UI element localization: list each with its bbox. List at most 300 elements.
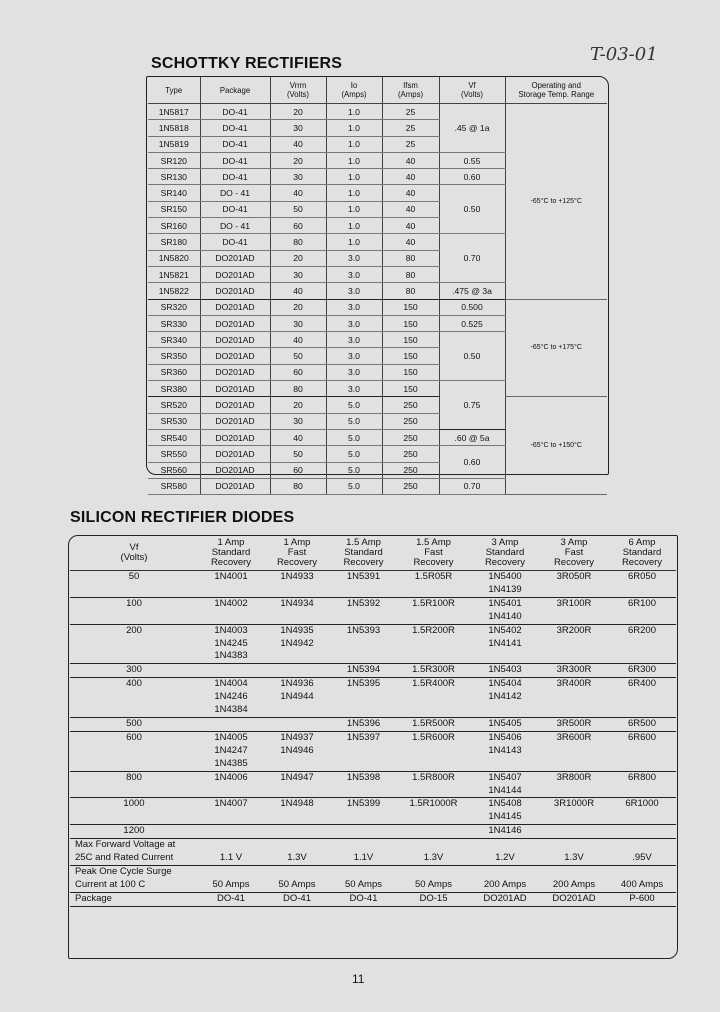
- part-cell: 1N5400: [488, 571, 522, 582]
- part-cell: 1N4948: [280, 798, 314, 810]
- schottky-cell: 1N5822: [148, 283, 200, 299]
- schottky-cell: SR520: [148, 397, 200, 413]
- voltage-cell: [70, 584, 198, 597]
- schottky-cell: SR580: [148, 478, 200, 494]
- schottky-cell: 3.0: [326, 315, 382, 331]
- schottky-cell: 80: [270, 381, 326, 397]
- part-cell: [330, 811, 397, 824]
- schottky-cell: 50: [270, 446, 326, 462]
- silicon-row: [70, 650, 676, 663]
- schottky-cell: DO-41: [200, 201, 270, 217]
- surge-value: 50 Amps: [264, 879, 330, 892]
- part-cell: 1N4007: [214, 798, 248, 810]
- silicon-row: [70, 798, 676, 811]
- part-cell: 1N4004: [214, 678, 248, 690]
- part-cell: 1N5395: [346, 678, 381, 690]
- schottky-cell: SR540: [148, 429, 200, 445]
- schottky-cell: SR350: [148, 348, 200, 364]
- schottky-cell: 1.0: [326, 218, 382, 234]
- schottky-cell: 150: [382, 299, 439, 315]
- part-cell: 6R600: [628, 731, 656, 743]
- schottky-cell: SR380: [148, 381, 200, 397]
- part-cell: [540, 825, 608, 839]
- part-cell: 1N4246: [214, 691, 248, 703]
- schottky-cell: 20: [270, 250, 326, 266]
- voltage-cell: 50: [128, 571, 140, 582]
- silicon-row: [70, 638, 676, 651]
- schottky-vf-cell: .60 @ 5a: [439, 429, 505, 445]
- schottky-cell: 30: [270, 315, 326, 331]
- schottky-cell: DO201AD: [200, 364, 270, 380]
- schottky-row: [148, 397, 607, 413]
- part-cell: 1N4245: [214, 637, 248, 649]
- part-cell: 1.5R400R: [412, 678, 455, 690]
- surge-value: [540, 865, 608, 878]
- part-cell: 1N5401: [488, 597, 522, 609]
- max_fwd-value: 1.1 V: [198, 852, 264, 865]
- silicon-row: [70, 704, 676, 717]
- schottky-cell: 150: [382, 348, 439, 364]
- part-cell: 1N5392: [346, 597, 381, 609]
- part-cell: 1N5397: [346, 731, 381, 743]
- surge-value: 400 Amps: [608, 879, 676, 892]
- schottky-cell: SR340: [148, 332, 200, 348]
- surge-value: [397, 865, 470, 878]
- part-cell: 6R400: [628, 678, 656, 690]
- schottky-cell: 5.0: [326, 429, 382, 445]
- package-value: DO-41: [330, 892, 397, 906]
- silicon-table: [70, 536, 676, 907]
- part-cell: [264, 704, 330, 717]
- part-cell: 1N5399: [346, 798, 381, 810]
- schottky-cell: 250: [382, 429, 439, 445]
- schottky-cell: 40: [382, 234, 439, 250]
- part-cell: 1.5R500R: [397, 717, 470, 731]
- schottky-row: [148, 104, 607, 120]
- surge-value: 50 Amps: [198, 879, 264, 892]
- voltage-cell: 1000: [123, 798, 145, 810]
- package-value: DO201AD: [470, 892, 540, 906]
- part-cell: 1N4934: [280, 597, 314, 609]
- schottky-vf-cell: 0.525: [439, 315, 505, 331]
- max_fwd-value: [397, 839, 470, 852]
- schottky-header-cell: Io (Amps): [326, 77, 382, 104]
- voltage-cell: 600: [126, 731, 142, 743]
- schottky-cell: DO201AD: [200, 462, 270, 478]
- part-cell: 1N5405: [470, 717, 540, 731]
- schottky-cell: 20: [270, 104, 326, 120]
- max_fwd-value: 1.1V: [330, 852, 397, 865]
- surge-value: [198, 865, 264, 878]
- schottky-cell: 5.0: [326, 397, 382, 413]
- schottky-cell: 1.0: [326, 136, 382, 152]
- surge-value: [264, 865, 330, 878]
- part-cell: [198, 611, 264, 624]
- max_fwd-value: 1.3V: [397, 852, 470, 865]
- part-cell: [198, 584, 264, 597]
- part-cell: 1N4946: [280, 744, 314, 756]
- part-cell: [330, 650, 397, 663]
- part-cell: 3R200R: [556, 624, 592, 636]
- part-cell: 1N4937: [280, 731, 314, 743]
- part-cell: [264, 611, 330, 624]
- part-cell: [330, 758, 397, 771]
- package-value: DO-15: [397, 892, 470, 906]
- part-cell: 1N4003: [214, 624, 248, 636]
- part-cell: 1N4005: [214, 731, 248, 743]
- max_fwd-value: [470, 839, 540, 852]
- part-cell: [540, 785, 608, 798]
- part-cell: 1N4139: [470, 584, 540, 597]
- schottky-cell: 3.0: [326, 381, 382, 397]
- part-cell: 1.5R1000R: [409, 798, 458, 810]
- schottky-vf-cell: 0.50: [439, 332, 505, 381]
- schottky-header-cell: Vf (Volts): [439, 77, 505, 104]
- schottky-cell: 40: [270, 136, 326, 152]
- page-number: 11: [352, 972, 365, 986]
- schottky-cell: 25: [382, 136, 439, 152]
- schottky-cell: 40: [270, 332, 326, 348]
- schottky-cell: 150: [382, 315, 439, 331]
- part-cell: [397, 758, 470, 771]
- part-cell: [470, 650, 540, 663]
- silicon-row: [70, 745, 676, 758]
- part-cell: 6R800: [628, 771, 656, 783]
- part-cell: [540, 758, 608, 771]
- max_fwd-value: .95V: [608, 852, 676, 865]
- silicon-row: [70, 664, 676, 678]
- part-cell: 1N4144: [470, 785, 540, 798]
- part-cell: 1N4006: [214, 771, 248, 783]
- part-cell: 3R800R: [556, 771, 592, 783]
- schottky-cell: 40: [270, 283, 326, 299]
- part-cell: 3R1000R: [553, 798, 595, 810]
- schottky-cell: 60: [270, 218, 326, 234]
- schottky-vf-cell: 0.500: [439, 299, 505, 315]
- schottky-cell: 3.0: [326, 266, 382, 282]
- silicon-row: [70, 785, 676, 798]
- part-cell: 1N4383: [198, 650, 264, 663]
- silicon-row: [70, 717, 676, 731]
- voltage-cell: [70, 785, 198, 798]
- part-cell: [470, 758, 540, 771]
- part-cell: 3R400R: [556, 678, 592, 690]
- silicon-spec-row: [70, 852, 676, 865]
- part-cell: 1N4936: [280, 678, 314, 690]
- part-cell: 1.5R100R: [412, 597, 455, 609]
- schottky-cell: 20: [270, 152, 326, 168]
- schottky-cell: DO201AD: [200, 397, 270, 413]
- part-cell: 1N5407: [488, 771, 522, 783]
- part-cell: 1N4935: [280, 624, 314, 636]
- voltage-cell: 800: [126, 771, 142, 783]
- schottky-header-cell: Package: [200, 77, 270, 104]
- schottky-cell: SR120: [148, 152, 200, 168]
- schottky-cell: 3.0: [326, 299, 382, 315]
- schottky-cell: 40: [382, 218, 439, 234]
- schottky-cell: 250: [382, 397, 439, 413]
- part-cell: [198, 664, 264, 678]
- part-cell: [264, 785, 330, 798]
- schottky-cell: DO201AD: [200, 250, 270, 266]
- part-cell: 1N4942: [280, 637, 314, 649]
- part-cell: [540, 811, 608, 824]
- part-cell: [397, 650, 470, 663]
- silicon-header-cell: 1 Amp Standard Recovery: [198, 536, 264, 571]
- schottky-cell: DO-41: [200, 104, 270, 120]
- part-cell: [330, 584, 397, 597]
- schottky-cell: 25: [382, 120, 439, 136]
- part-cell: [540, 638, 608, 651]
- part-cell: [330, 704, 397, 717]
- part-cell: 6R300: [608, 664, 676, 678]
- part-cell: 1N4247: [214, 744, 248, 756]
- part-cell: [264, 811, 330, 824]
- surge-value: 50 Amps: [397, 879, 470, 892]
- schottky-vf-cell: 0.60: [439, 446, 505, 479]
- schottky-row: [148, 299, 607, 315]
- voltage-cell: [70, 638, 198, 651]
- schottky-vf-cell: 0.50: [439, 185, 505, 234]
- schottky-cell: 5.0: [326, 478, 382, 494]
- schottky-vf-cell: .45 @ 1a: [439, 104, 505, 153]
- schottky-vf-cell: 0.70: [439, 478, 505, 494]
- part-cell: [540, 704, 608, 717]
- silicon-row: [70, 825, 676, 839]
- schottky-header-cell: Operating and Storage Temp. Range: [505, 77, 607, 104]
- schottky-cell: DO201AD: [200, 446, 270, 462]
- part-cell: 1N4140: [470, 611, 540, 624]
- voltage-cell: 500: [70, 717, 198, 731]
- part-cell: [264, 717, 330, 731]
- part-cell: 1N4944: [280, 691, 314, 703]
- package-value: DO-41: [198, 892, 264, 906]
- schottky-cell: 1.0: [326, 169, 382, 185]
- schottky-cell: 80: [270, 478, 326, 494]
- schottky-vf-cell: 0.55: [439, 152, 505, 168]
- part-cell: 1N5398: [346, 771, 381, 783]
- part-cell: 1N5393: [346, 624, 381, 636]
- schottky-header-cell: Ifsm (Amps): [382, 77, 439, 104]
- max_fwd-value: [198, 839, 264, 852]
- surge-value: 200 Amps: [540, 879, 608, 892]
- schottky-cell: 80: [382, 250, 439, 266]
- part-cell: 1N4141: [488, 637, 522, 649]
- part-cell: 6R050: [628, 571, 656, 582]
- schottky-cell: DO - 41: [200, 185, 270, 201]
- part-cell: [397, 584, 470, 597]
- part-cell: [330, 691, 397, 704]
- max_fwd-value: [540, 839, 608, 852]
- schottky-cell: SR550: [148, 446, 200, 462]
- schottky-cell: SR360: [148, 364, 200, 380]
- schottky-cell: 40: [382, 185, 439, 201]
- schottky-cell: SR560: [148, 462, 200, 478]
- silicon-row: [70, 691, 676, 704]
- silicon-row: [70, 624, 676, 637]
- voltage-cell: 1200: [70, 825, 198, 839]
- schottky-cell: DO201AD: [200, 266, 270, 282]
- part-cell: [330, 785, 397, 798]
- part-cell: 1N4145: [470, 811, 540, 824]
- part-cell: [397, 638, 470, 651]
- schottky-cell: 1N5817: [148, 104, 200, 120]
- part-cell: [397, 825, 470, 839]
- part-cell: [608, 785, 676, 798]
- schottky-cell: 3.0: [326, 364, 382, 380]
- schottky-cell: DO201AD: [200, 348, 270, 364]
- part-cell: [264, 664, 330, 678]
- part-cell: [397, 745, 470, 758]
- max_fwd-value: [330, 839, 397, 852]
- part-cell: [330, 638, 397, 651]
- schottky-cell: 40: [382, 152, 439, 168]
- schottky-cell: 250: [382, 478, 439, 494]
- schottky-cell: 250: [382, 462, 439, 478]
- part-cell: [608, 745, 676, 758]
- voltage-cell: [70, 611, 198, 624]
- schottky-cell: 1.0: [326, 201, 382, 217]
- max_fwd-value: 1.2V: [470, 852, 540, 865]
- schottky-vf-cell: 0.75: [439, 381, 505, 430]
- part-cell: [330, 611, 397, 624]
- silicon-row: [70, 584, 676, 597]
- surge-value: 200 Amps: [470, 879, 540, 892]
- part-cell: [198, 811, 264, 824]
- voltage-cell: 200: [126, 624, 142, 636]
- schottky-cell: 20: [270, 299, 326, 315]
- schottky-cell: 250: [382, 413, 439, 429]
- schottky-vf-cell: .475 @ 3a: [439, 283, 505, 299]
- schottky-cell: 30: [270, 120, 326, 136]
- silicon-spec-row: [70, 865, 676, 878]
- schottky-cell: 1N5821: [148, 266, 200, 282]
- temp-range-cell: -65°C to +150°C: [505, 397, 607, 495]
- part-cell: 1N4142: [488, 691, 522, 703]
- part-cell: 6R1000: [625, 798, 659, 810]
- schottky-cell: DO-41: [200, 152, 270, 168]
- part-cell: [264, 825, 330, 839]
- voltage-cell: 100: [126, 597, 142, 609]
- schottky-cell: DO201AD: [200, 315, 270, 331]
- part-cell: 1N5404: [488, 678, 522, 690]
- schottky-cell: 250: [382, 446, 439, 462]
- silicon-header-cell: 3 Amp Fast Recovery: [540, 536, 608, 571]
- max_fwd-label: 25C and Rated Current: [70, 852, 198, 865]
- part-cell: 6R200: [628, 624, 656, 636]
- silicon-header-cell: 1 Amp Fast Recovery: [264, 536, 330, 571]
- schottky-cell: 5.0: [326, 446, 382, 462]
- part-cell: [397, 811, 470, 824]
- package-value: DO201AD: [540, 892, 608, 906]
- silicon-spec-row: [70, 839, 676, 852]
- schottky-cell: 20: [270, 397, 326, 413]
- schottky-vf-cell: 0.70: [439, 234, 505, 283]
- schottky-cell: DO201AD: [200, 332, 270, 348]
- part-cell: [608, 825, 676, 839]
- part-cell: 1N4385: [198, 758, 264, 771]
- schottky-cell: 40: [382, 201, 439, 217]
- schottky-cell: 1.0: [326, 104, 382, 120]
- schottky-cell: 1.0: [326, 152, 382, 168]
- part-cell: [330, 825, 397, 839]
- schottky-cell: 80: [382, 266, 439, 282]
- part-cell: 1.5R05R: [414, 571, 453, 582]
- max_fwd-value: [608, 839, 676, 852]
- schottky-cell: DO201AD: [200, 413, 270, 429]
- package-value: DO-41: [264, 892, 330, 906]
- schottky-cell: 3.0: [326, 250, 382, 266]
- schottky-header-cell: Vrrm (Volts): [270, 77, 326, 104]
- part-cell: 1N4001: [214, 571, 248, 582]
- schottky-cell: 1N5818: [148, 120, 200, 136]
- part-cell: 1.5R600R: [412, 731, 455, 743]
- voltage-cell: [70, 691, 198, 704]
- schottky-cell: SR160: [148, 218, 200, 234]
- schottky-cell: 50: [270, 201, 326, 217]
- schottky-cell: DO201AD: [200, 478, 270, 494]
- schottky-cell: 3.0: [326, 283, 382, 299]
- schottky-cell: 60: [270, 364, 326, 380]
- voltage-cell: [70, 745, 198, 758]
- schottky-cell: SR330: [148, 315, 200, 331]
- silicon-row: [70, 771, 676, 784]
- silicon-header-cell: 1.5 Amp Standard Recovery: [330, 536, 397, 571]
- schottky-cell: 40: [270, 429, 326, 445]
- schottky-cell: DO201AD: [200, 429, 270, 445]
- part-cell: [608, 691, 676, 704]
- temp-range-cell: -65°C to +125°C: [505, 104, 607, 300]
- schottky-cell: 80: [270, 234, 326, 250]
- voltage-cell: [70, 758, 198, 771]
- max_fwd-value: 1.3V: [264, 852, 330, 865]
- surge-value: [470, 865, 540, 878]
- schottky-cell: 3.0: [326, 332, 382, 348]
- part-cell: [198, 825, 264, 839]
- voltage-cell: 400: [126, 678, 142, 690]
- part-cell: [608, 704, 676, 717]
- schottky-cell: 1.0: [326, 185, 382, 201]
- surge-value: 50 Amps: [330, 879, 397, 892]
- part-cell: [397, 704, 470, 717]
- part-cell: 3R600R: [556, 731, 592, 743]
- part-cell: 1N5406: [488, 731, 522, 743]
- schottky-cell: 30: [270, 169, 326, 185]
- part-cell: [608, 811, 676, 824]
- part-cell: 1N5402: [488, 624, 522, 636]
- part-cell: [540, 611, 608, 624]
- silicon-header-cell: Vf (Volts): [70, 536, 198, 571]
- part-cell: [540, 650, 608, 663]
- part-cell: [264, 758, 330, 771]
- silicon-row: [70, 758, 676, 771]
- part-cell: 1N4146: [470, 825, 540, 839]
- schottky-cell: SR130: [148, 169, 200, 185]
- voltage-cell: [70, 704, 198, 717]
- schottky-cell: 3.0: [326, 348, 382, 364]
- part-cell: [540, 584, 608, 597]
- silicon-header-cell: 1.5 Amp Fast Recovery: [397, 536, 470, 571]
- voltage-cell: [70, 650, 198, 663]
- surge-label: Peak One Cycle Surge: [75, 865, 172, 877]
- schottky-cell: 50: [270, 348, 326, 364]
- surge-value: [608, 865, 676, 878]
- part-cell: 1N4384: [198, 704, 264, 717]
- part-cell: 1N4933: [280, 571, 314, 582]
- schottky-header-cell: Type: [148, 77, 200, 104]
- schottky-cell: DO-41: [200, 136, 270, 152]
- schottky-cell: DO-41: [200, 234, 270, 250]
